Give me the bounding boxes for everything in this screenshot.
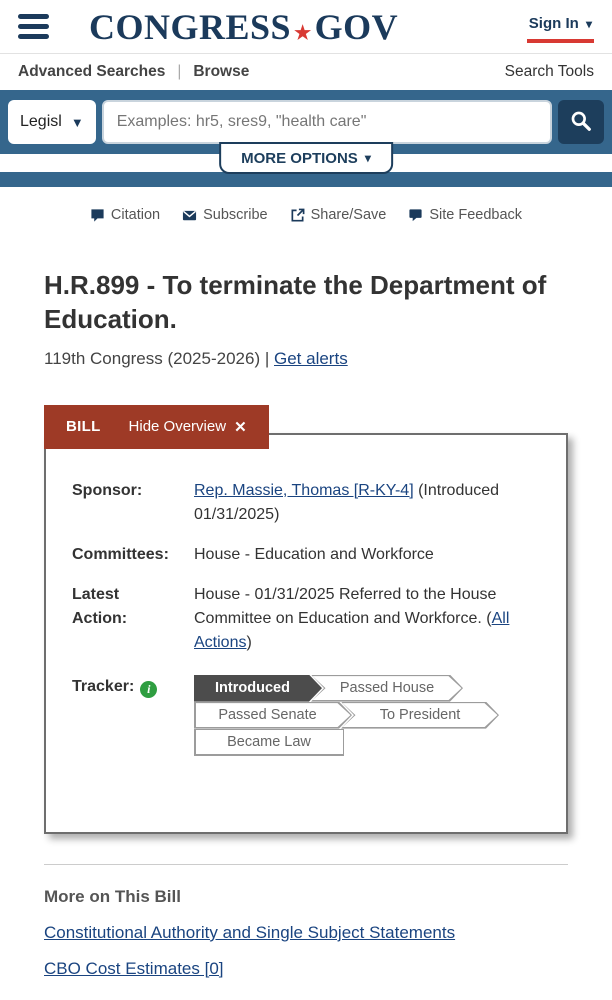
- sponsor-introduced-text: (Introduced 01/31/2025): [194, 481, 500, 523]
- meta-divider: |: [264, 348, 270, 368]
- congress-label: 119th Congress (2025-2026): [44, 348, 261, 368]
- latest-action-label: Latest Action:: [72, 585, 128, 627]
- header: [0, 0, 612, 54]
- more-heading: More on This Bill: [44, 886, 181, 906]
- sponsor-link[interactable]: Rep. Massie, Thomas [R-KY-4]: [194, 481, 414, 499]
- paren-close: ): [246, 633, 252, 651]
- site-feedback-button[interactable]: Site Feedback: [408, 207, 522, 223]
- chevron-down-icon: ▾: [364, 151, 371, 165]
- logo-text-gov: GOV: [314, 6, 399, 47]
- tracker-step-introduced: Introduced: [194, 675, 322, 702]
- latest-action-value: [194, 583, 542, 655]
- get-alerts-link[interactable]: Get alerts: [274, 348, 348, 368]
- sponsor-row: [72, 479, 542, 527]
- chevron-down-icon: ▾: [585, 16, 592, 31]
- tracker-step-to-president: To President: [341, 702, 499, 729]
- search-button[interactable]: [558, 100, 604, 144]
- subscribe-button[interactable]: Subscribe: [182, 207, 267, 223]
- bill-tracker: [194, 675, 524, 756]
- blue-divider-strip: [0, 172, 612, 187]
- tracker-step-passed-senate: Passed Senate: [194, 702, 352, 729]
- nav-divider: |: [177, 63, 182, 80]
- search-scope-dropdown[interactable]: Legisl ▼: [8, 100, 96, 144]
- page-actions-row: [44, 207, 568, 223]
- sponsor-label: Sponsor:: [72, 481, 143, 499]
- star-icon: ★: [294, 22, 312, 44]
- committees-label: Committees:: [72, 545, 169, 563]
- citation-icon: [90, 208, 105, 223]
- all-actions-link[interactable]: All Actions: [194, 609, 510, 651]
- search-input[interactable]: [102, 100, 552, 144]
- feedback-icon: [408, 208, 423, 223]
- sponsor-value: [194, 479, 542, 527]
- tracker-row: [72, 675, 542, 756]
- envelope-icon: [182, 208, 197, 223]
- committees-value: House - Education and Workforce: [194, 545, 434, 563]
- bill-tab-label: BILL: [66, 418, 101, 436]
- latest-action-text: House - 01/31/2025 Referred to the House Committee on Education and Workforce.: [194, 585, 497, 627]
- more-options-gap: [0, 149, 612, 172]
- menu-icon[interactable]: [18, 14, 49, 39]
- info-icon[interactable]: i: [140, 681, 157, 698]
- latest-action-row: [72, 583, 542, 655]
- share-save-button[interactable]: Share/Save: [290, 207, 387, 223]
- tracker-step-passed-house: Passed House: [311, 675, 463, 702]
- overview-panel: [44, 433, 568, 834]
- secondary-nav: [0, 54, 612, 90]
- cbo-cost-estimates-link[interactable]: CBO Cost Estimates [0]: [44, 958, 224, 978]
- bill-tab[interactable]: [44, 405, 269, 449]
- hide-overview-button[interactable]: Hide Overview ✕: [128, 418, 247, 436]
- bill-meta: [44, 349, 568, 369]
- share-icon: [290, 208, 305, 223]
- logo-text-congress: CONGRESS: [89, 6, 292, 47]
- search-icon: [570, 110, 592, 135]
- constitutional-authority-link[interactable]: Constitutional Authority and Single Subject Statements: [44, 922, 456, 942]
- sign-in-button[interactable]: Sign In ▾: [527, 11, 594, 43]
- nav-browse[interactable]: Browse: [193, 63, 250, 80]
- paren-open: (: [486, 609, 492, 627]
- page-title: H.R.899 - To terminate the Department of Education.: [44, 270, 547, 334]
- bill-overview: [44, 405, 568, 834]
- tracker-step-became-law: Became Law: [194, 729, 344, 756]
- tracker-value: [194, 675, 542, 756]
- chevron-down-icon: ▼: [70, 114, 84, 130]
- more-on-this-bill: [44, 864, 568, 979]
- committees-row: [72, 543, 542, 567]
- close-icon: ✕: [234, 418, 247, 436]
- citation-button[interactable]: Citation: [90, 207, 160, 223]
- congress-gov-logo[interactable]: [89, 6, 398, 48]
- main-content: [0, 207, 612, 834]
- nav-search-tools[interactable]: Search Tools: [504, 63, 594, 80]
- tracker-label-cell: Tracker: i: [72, 675, 172, 756]
- nav-advanced-searches[interactable]: Advanced Searches: [18, 63, 166, 80]
- more-options-button[interactable]: MORE OPTIONS ▾: [219, 142, 393, 174]
